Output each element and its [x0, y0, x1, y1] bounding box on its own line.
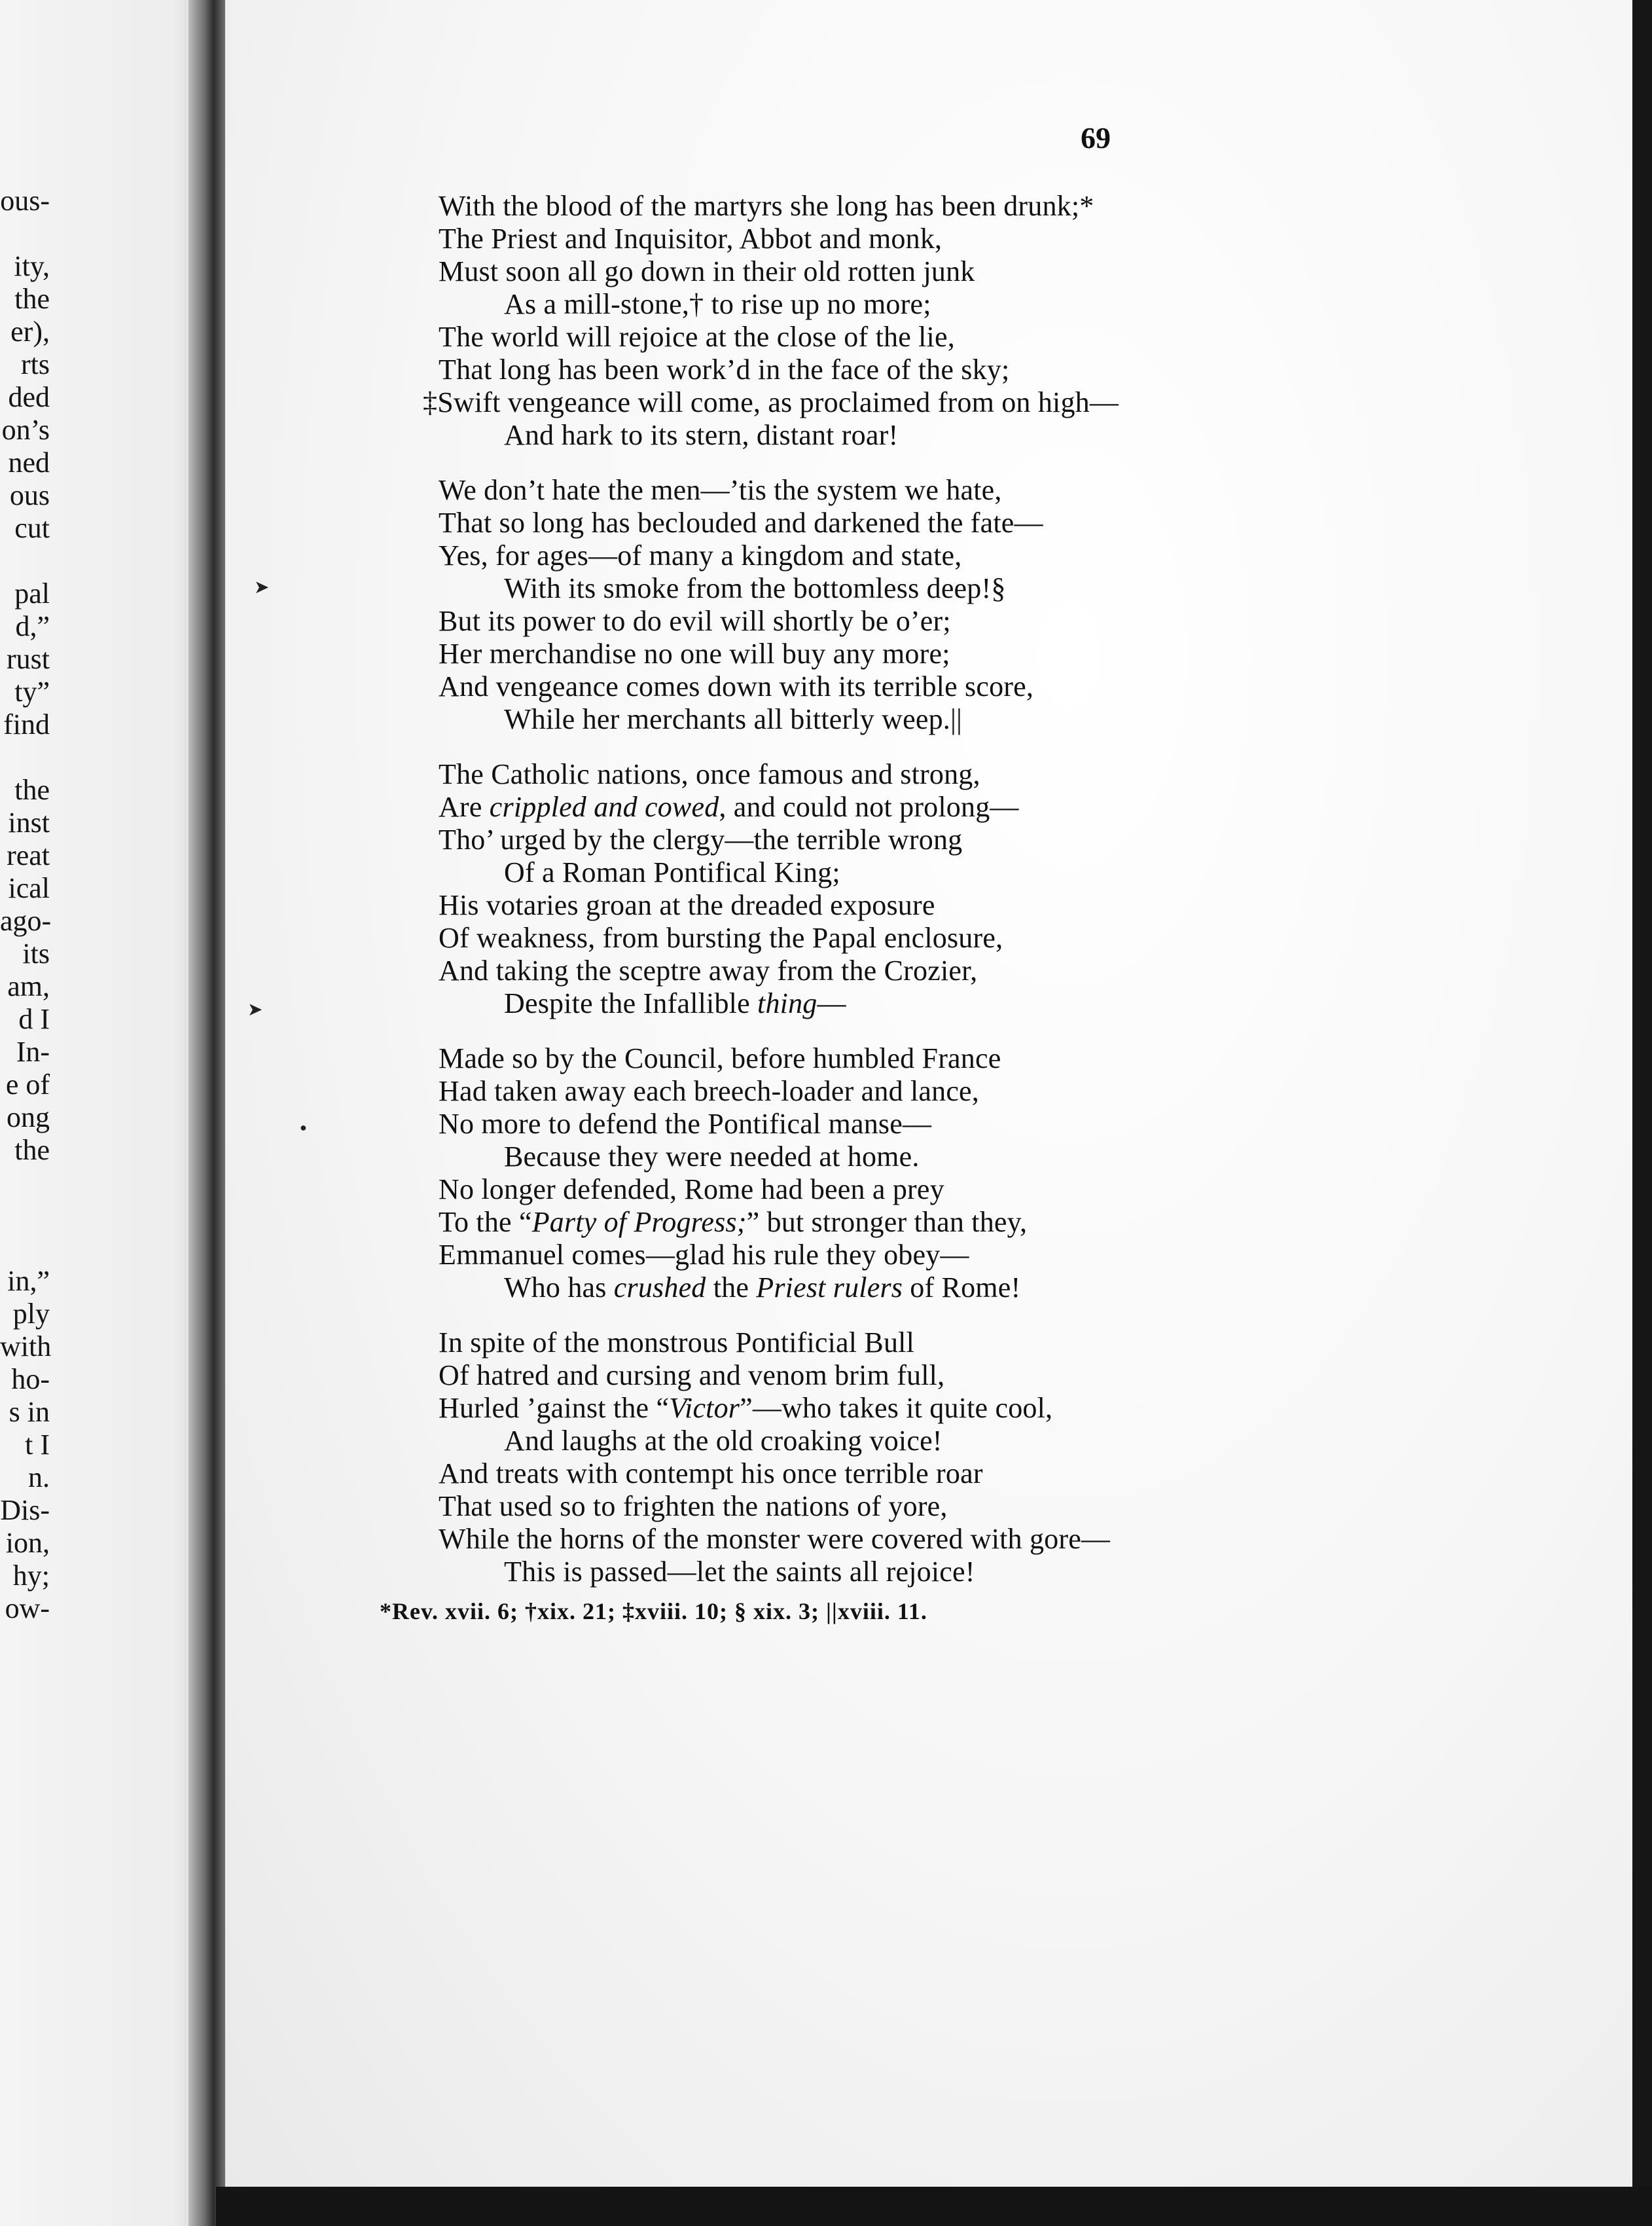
poem-stanza	[439, 758, 1289, 1020]
poem-italic-phrase: crippled and cowed	[489, 791, 719, 823]
poem-line: The Priest and Inquisitor, Abbot and monk,	[439, 223, 943, 255]
poem-line: As a mill-stone,† to rise up no more;	[504, 288, 931, 320]
poem-line: Of hatred and cursing and venom brim full,	[439, 1359, 945, 1391]
poem-line-part: Who has	[504, 1271, 614, 1304]
left-page-fragment	[0, 1232, 50, 1265]
left-page-fragment: in,”	[7, 1265, 50, 1297]
left-page-fragment: with	[0, 1330, 52, 1362]
poem-line: With the blood of the martyrs she long has been drunk;*	[439, 190, 1094, 222]
poem-italic-phrase: Victor	[669, 1392, 740, 1424]
poem-line: That so long has beclouded and darkened the fate—	[439, 507, 1043, 539]
margin-dot-mark: ●	[300, 1121, 307, 1134]
left-page-fragment: the	[14, 774, 50, 806]
poem-line: That long has been work’d in the face of the sky;	[439, 354, 1010, 386]
footnote-references: *Rev. xvii. 6; †xix. 21; ‡xviii. 10; § xix. 3; ||xviii. 11.	[380, 1598, 927, 1624]
poem-line: Had taken away each breech-loader and lance,	[439, 1075, 979, 1107]
poem-line: And hark to its stern, distant roar!	[504, 419, 899, 451]
left-page-fragment: ty”	[14, 676, 50, 708]
poem-line: This is passed—let the saints all rejoice!	[504, 1556, 975, 1588]
left-page-fragment	[0, 545, 50, 577]
left-page-fragment	[0, 217, 50, 250]
margin-arrow-mark: ➤	[247, 1000, 263, 1020]
left-page-fragment: n.	[28, 1461, 50, 1493]
poem-line: While the horns of the monster were covered with gore—	[439, 1523, 1111, 1555]
poem-line: And laughs at the old croaking voice!	[504, 1425, 943, 1457]
left-page-fragment: ago-	[0, 905, 52, 937]
page-number: 69	[1081, 121, 1111, 155]
poem-line-part: of Rome!	[903, 1271, 1021, 1304]
left-page-fragment: the	[14, 1134, 50, 1166]
poem-line	[439, 1271, 1289, 1304]
left-page-fragment: find	[3, 708, 50, 740]
poem-italic-phrase: crushed	[613, 1271, 706, 1304]
left-page-fragment: d I	[18, 1003, 50, 1035]
left-page-fragment: am,	[7, 970, 50, 1002]
poem-line-part: ” but stronger than they,	[746, 1206, 1028, 1238]
scan-bottom-edge	[216, 2187, 1652, 2226]
poem-line: Because they were needed at home.	[504, 1140, 920, 1173]
left-page-fragment: reat	[7, 839, 50, 871]
left-page-fragment: cut	[14, 512, 50, 544]
left-page-fragment: er),	[10, 316, 50, 348]
left-page-fragment: Dis-	[0, 1494, 50, 1526]
poem-line	[439, 1206, 1289, 1239]
left-page-fragment: ical	[8, 872, 50, 904]
poem-line: The Catholic nations, once famous and strong,	[439, 758, 980, 790]
book-gutter	[189, 0, 229, 2226]
poem-line-part: To the “	[439, 1206, 532, 1238]
left-page-fragment: In-	[16, 1036, 50, 1068]
poem-italic-phrase: Priest rulers	[756, 1271, 903, 1304]
poem-line: While her merchants all bitterly weep.||	[504, 703, 963, 735]
left-page-fragment: ion,	[5, 1527, 50, 1559]
poem-line: Of weakness, from bursting the Papal enclosure,	[439, 922, 1003, 954]
left-page-fragment: ned	[8, 447, 50, 479]
poem-line: But its power to do evil will shortly be o’er;	[439, 605, 951, 637]
left-page-fragment: the	[14, 283, 50, 315]
poem-line	[439, 1392, 1289, 1425]
left-page-fragment: its	[22, 938, 50, 970]
left-page-fragment: d,”	[15, 610, 50, 642]
left-page-fragment: inst	[8, 807, 50, 839]
left-page-fragment: ho-	[11, 1363, 50, 1395]
poem-line: In spite of the monstrous Pontificial Bull	[439, 1326, 915, 1359]
poem-line: Made so by the Council, before humbled France	[439, 1042, 1001, 1074]
poem-line-part: , and could not prolong—	[719, 791, 1019, 823]
poem-line: ‡Swift vengeance will come, as proclaimed from on high—	[423, 386, 1119, 418]
poem	[423, 190, 1289, 1611]
left-page-fragment: rust	[7, 643, 50, 675]
poem-line-part: Are	[439, 791, 490, 823]
poem-stanza	[439, 1326, 1289, 1588]
poem-italic-phrase: thing	[757, 987, 817, 1019]
left-page-fragment: ded	[8, 381, 50, 413]
poem-line: Yes, for ages—of many a kingdom and state,	[439, 539, 962, 572]
poem-line: Her merchandise no one will buy any more;	[439, 638, 950, 670]
poem-line: And vengeance comes down with its terrible score,	[439, 670, 1034, 702]
poem-line: Tho’ urged by the clergy—the terrible wrong	[439, 824, 963, 856]
poem-line-part: the	[706, 1271, 757, 1304]
poem-line-part: Despite the Infallible	[504, 987, 758, 1019]
poem-line: No more to defend the Pontifical manse—	[439, 1108, 932, 1140]
poem-italic-phrase: Party of Progress;	[531, 1206, 747, 1238]
left-page-fragment: ow-	[5, 1592, 50, 1624]
left-page-text-fragments	[0, 185, 50, 1625]
poem-line: With its smoke from the bottomless deep!§	[504, 572, 1006, 604]
poem-line: Of a Roman Pontifical King;	[504, 856, 840, 888]
poem-line-part: Hurled ’gainst the “	[439, 1392, 670, 1424]
left-page-fragment: ous	[9, 479, 50, 511]
scan-right-edge	[1632, 0, 1652, 2226]
poem-stanza	[439, 1042, 1289, 1304]
left-page-fragment: ply	[12, 1298, 50, 1330]
left-page-fragment: ity,	[14, 250, 50, 282]
poem-line: That used so to frighten the nations of yore,	[439, 1490, 948, 1522]
poem-line	[439, 987, 1289, 1020]
poem-line: No longer defended, Rome had been a prey	[439, 1173, 944, 1205]
left-facing-page	[0, 0, 216, 2226]
poem-stanza	[439, 474, 1289, 736]
left-page-fragment	[0, 741, 50, 774]
poem-line: And treats with contempt his once terrible roar	[439, 1457, 983, 1489]
left-page-fragment: hy;	[12, 1560, 50, 1592]
left-page-fragment: rts	[21, 348, 50, 380]
margin-arrow-mark: ➤	[254, 577, 270, 598]
poem-line: His votaries groan at the dreaded exposure	[439, 889, 935, 921]
left-page-fragment: on’s	[1, 414, 50, 446]
left-page-fragment	[0, 1167, 50, 1199]
poem-line: The world will rejoice at the close of the lie,	[439, 321, 955, 353]
left-page-fragment: t I	[25, 1429, 50, 1461]
poem-line: Emmanuel comes—glad his rule they obey—	[439, 1239, 969, 1271]
left-page-fragment: e of	[5, 1068, 50, 1101]
left-page-fragment: ous-	[0, 185, 50, 217]
poem-line: And taking the sceptre away from the Crozier,	[439, 955, 978, 987]
poem-stanza	[423, 190, 1289, 452]
poem-line: We don’t hate the men—’tis the system we hate,	[439, 474, 1002, 506]
poem-line-part: —	[817, 987, 846, 1019]
left-page-fragment: pal	[14, 577, 50, 610]
poem-line	[439, 791, 1289, 824]
poem-line-part: ”—who takes it quite cool,	[740, 1392, 1053, 1424]
left-page-fragment: ong	[7, 1101, 50, 1133]
poem-line: Must soon all go down in their old rotten junk	[439, 255, 975, 287]
left-page-fragment: s in	[9, 1396, 50, 1428]
left-page-fragment	[0, 1199, 50, 1232]
